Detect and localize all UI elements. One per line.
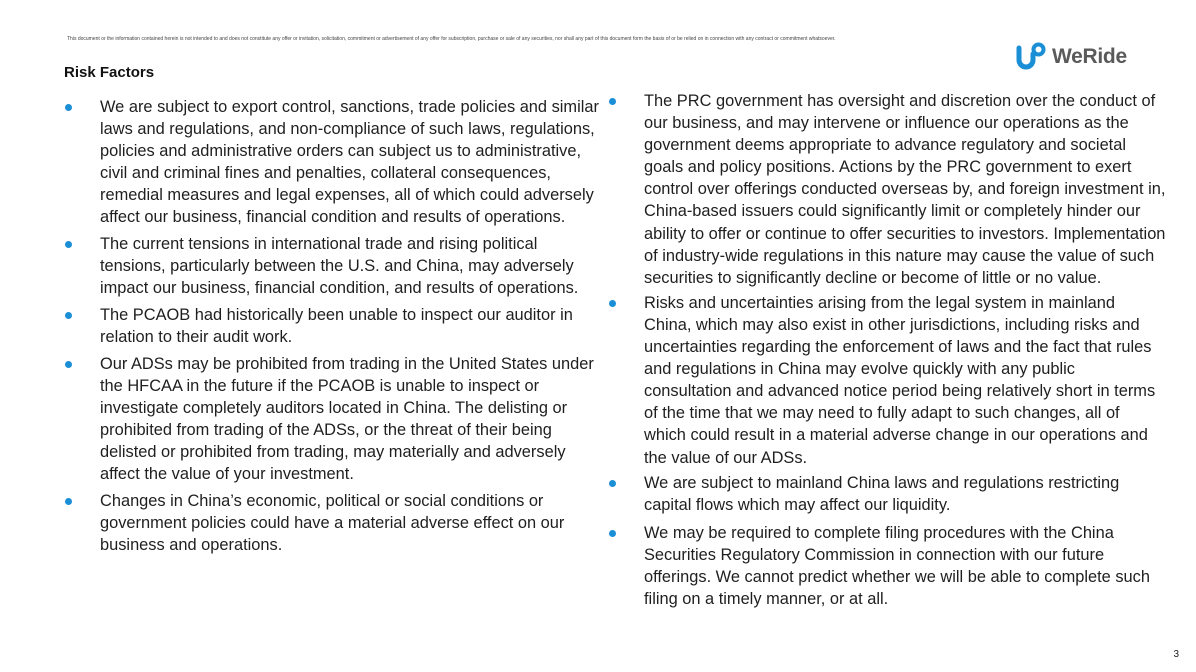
risk-text: We are subject to mainland China laws and regulations restricting capital flows which may affect our liquidity. bbox=[644, 473, 1120, 514]
bullet-icon bbox=[65, 361, 72, 368]
page-number: 3 bbox=[1173, 649, 1179, 660]
left-risk-list bbox=[60, 96, 600, 560]
risk-text: The PCAOB had historically been unable to inspect our auditor in relation to their audit work. bbox=[100, 305, 573, 346]
risk-text: We may be required to complete filing procedures with the China Securities Regulatory Commission in connection with our future offerings. We cannot predict whether we will be able to complete such filing on a timely manner, or at all. bbox=[644, 523, 1150, 609]
bullet-icon bbox=[65, 104, 72, 111]
right-risk-list bbox=[604, 90, 1166, 613]
bullet-icon bbox=[65, 498, 72, 505]
list-item bbox=[604, 522, 1166, 610]
weride-logo-icon bbox=[1016, 42, 1046, 72]
list-item bbox=[604, 472, 1166, 516]
logo-wordmark: WeRide bbox=[1052, 45, 1127, 68]
risk-text: The current tensions in international trade and rising political tensions, particularly between the U.S. and China, may adversely impact our business, financial condition, and results of operations. bbox=[100, 235, 579, 298]
list-item bbox=[60, 233, 600, 299]
list-item bbox=[60, 304, 600, 348]
bullet-icon bbox=[609, 300, 616, 307]
list-item bbox=[604, 90, 1166, 289]
risk-text: Risks and uncertainties arising from the legal system in mainland China, which may also exist in other jurisdictions, including risks and uncertainties regarding the enforcement of laws and the fact that rules and regulations in China may evolve quickly with any public consultation and advanced notice period being relatively short in terms of the time that we may need to fully adapt to such changes, all of which could result in a material adverse change in our operations and the value of our ADSs. bbox=[644, 293, 1156, 467]
list-item bbox=[60, 96, 600, 229]
risk-text: Our ADSs may be prohibited from trading in the United States under the HFCAA in the future if the PCAOB is unable to inspect or investigate completely auditors located in China. The delisting or prohibited from trading of the ADSs, or the threat of their being delisted or prohibited from trading, may materially and adversely affect the value of your investment. bbox=[100, 354, 594, 483]
bullet-icon bbox=[65, 312, 72, 319]
disclaimer-text: This document or the information contained herein is not intended to and does not constitute any offer or invitation, solicitation, commitment or advertisement of any offer for subscription, purchase or sale of any securities, nor shall any part of this document form the basis of or be relied on in connection with any contract or commitment whatsoever. bbox=[67, 36, 836, 42]
bullet-icon bbox=[609, 530, 616, 537]
risk-text: We are subject to export control, sanctions, trade policies and similar laws and regulations, and non-compliance of such laws, regulations, policies and administrative orders can subject us to administrative, civil and criminal fines and penalties, collateral consequences, remedial measures and legal expenses, all of which could adversely affect our business, financial condition and results of operations. bbox=[100, 98, 599, 227]
bullet-icon bbox=[609, 480, 616, 487]
bullet-icon bbox=[609, 98, 616, 105]
weride-logo bbox=[1016, 42, 1136, 72]
risk-text: Changes in China’s economic, political or social conditions or government policies could have a material adverse effect on our business and operations. bbox=[100, 491, 565, 554]
list-item bbox=[60, 490, 600, 556]
list-item bbox=[60, 353, 600, 486]
list-item bbox=[604, 292, 1166, 469]
page-title: Risk Factors bbox=[64, 64, 155, 81]
risk-text: The PRC government has oversight and discretion over the conduct of our business, and may intervene or influence our operations as the government deems appropriate to advance regulatory and societal goals and policy positions. Actions by the PRC government to exert control over offerings conducted overseas by, and foreign investment in, China-based issuers could significantly limit or completely hinder our ability to offer or continue to offer securities to investors. Implementation of industry-wide regulations in this nature may cause the value of such securities to significantly decline or become of little or no value. bbox=[644, 92, 1166, 287]
bullet-icon bbox=[65, 241, 72, 248]
